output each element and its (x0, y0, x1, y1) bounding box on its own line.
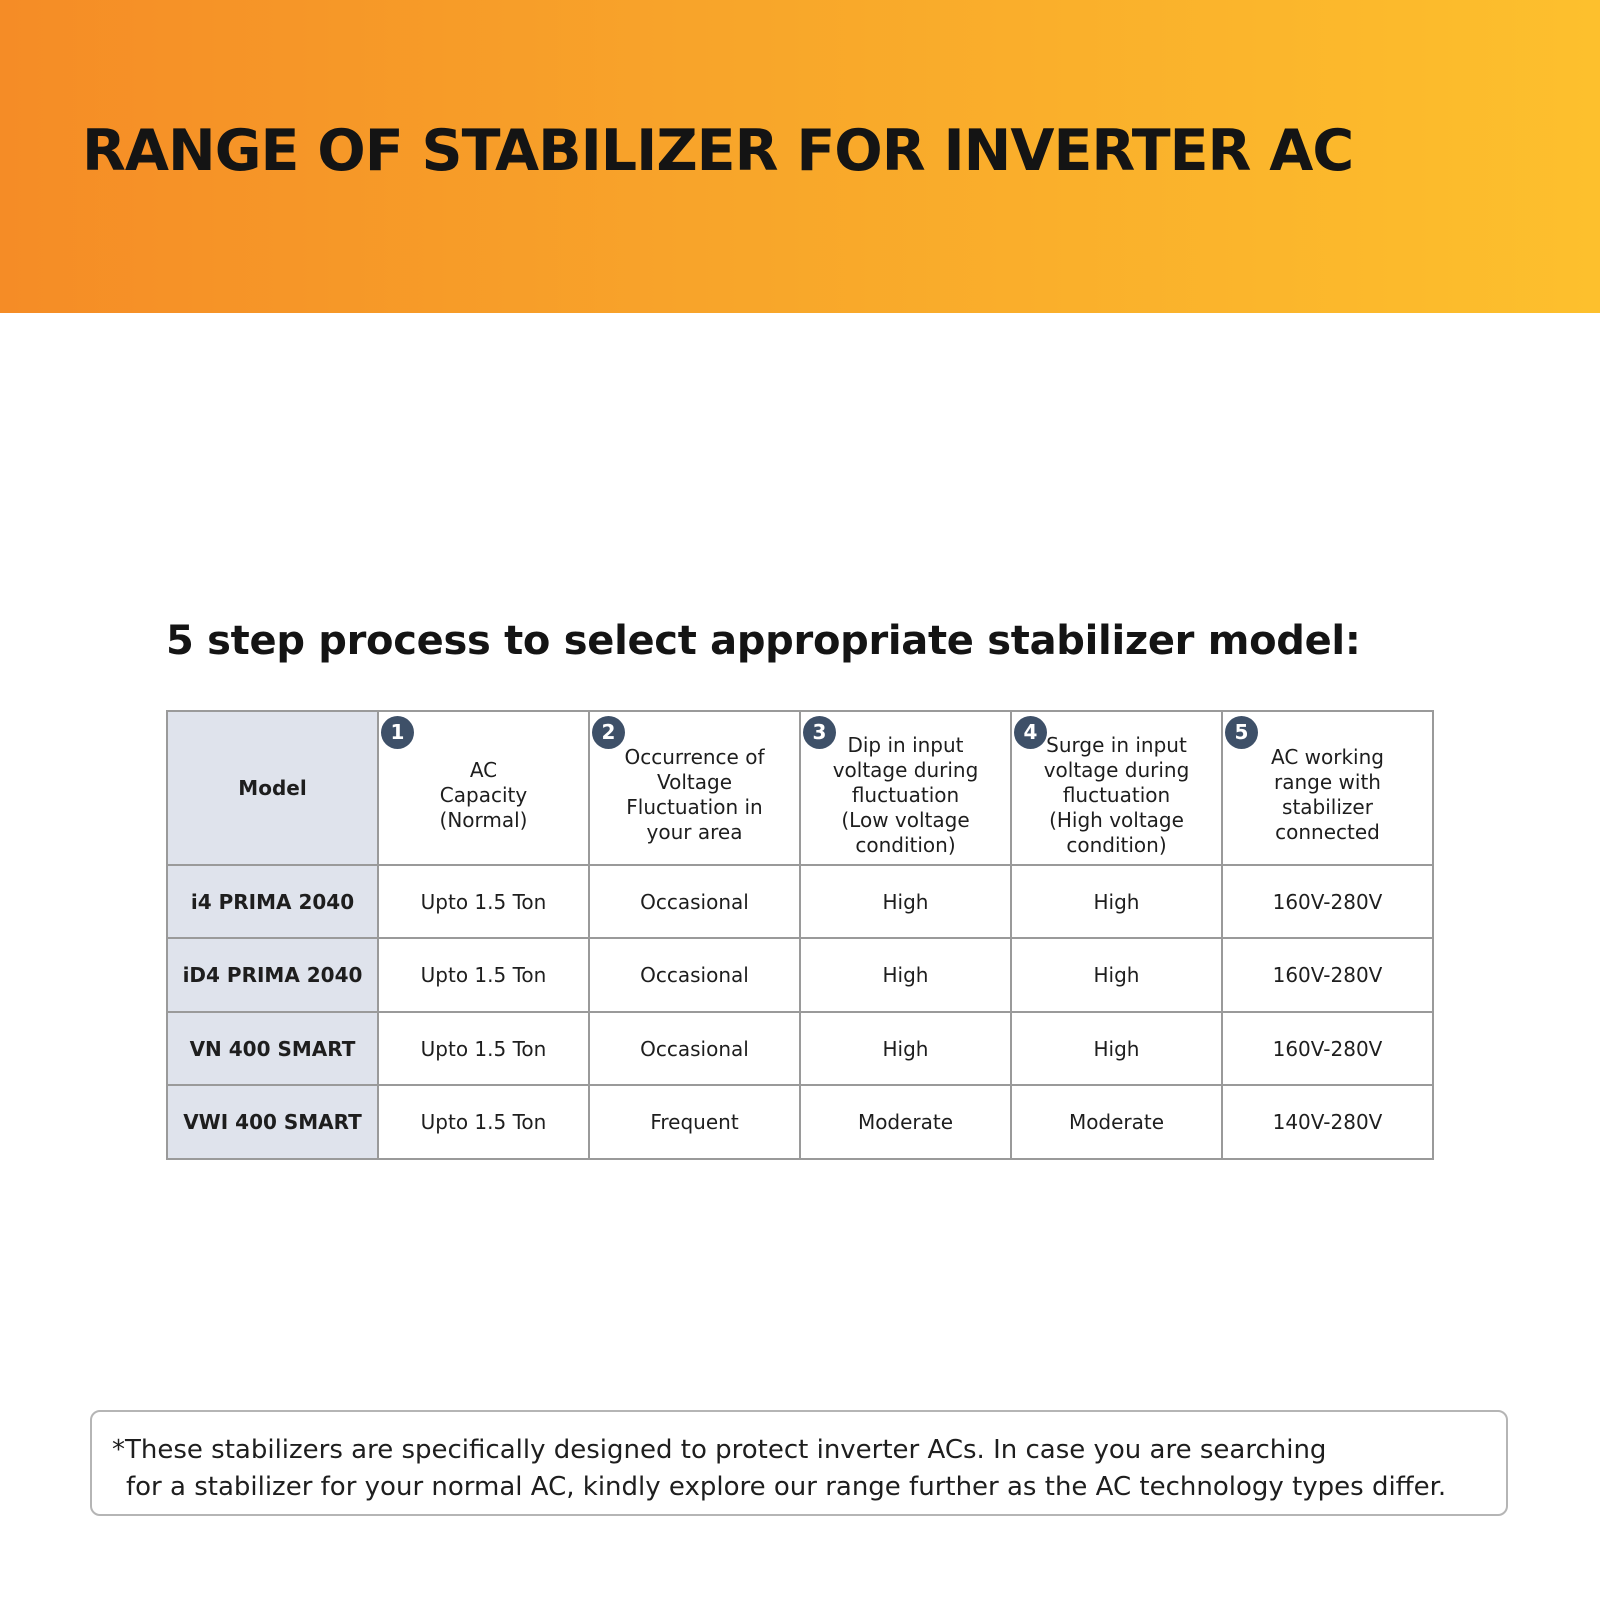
section-subtitle: 5 step process to select appropriate stabilizer model: (166, 618, 1361, 664)
range-cell: 160V-280V (1222, 938, 1433, 1012)
occurrence-cell: Occasional (589, 938, 800, 1012)
model-cell: VWI 400 SMART (167, 1085, 378, 1159)
dip-cell: High (800, 1012, 1011, 1085)
step-3-badge: 3 (803, 716, 836, 749)
model-column-header: Model (167, 711, 378, 865)
note-line-1: *These stabilizers are specifically designed to protect inverter ACs. In case you are searching (112, 1435, 1327, 1465)
model-cell: iD4 PRIMA 2040 (167, 938, 378, 1012)
model-cell: VN 400 SMART (167, 1012, 378, 1085)
stabilizer-selection-table (166, 710, 1434, 1160)
table-header-row (167, 711, 1433, 865)
surge-cell: Moderate (1011, 1085, 1222, 1159)
model-cell: i4 PRIMA 2040 (167, 865, 378, 938)
capacity-cell: Upto 1.5 Ton (378, 1085, 589, 1159)
step-1-header (378, 711, 589, 865)
range-cell: 140V-280V (1222, 1085, 1433, 1159)
page-title: RANGE OF STABILIZER FOR INVERTER AC (82, 118, 1354, 184)
step-4-header (1011, 711, 1222, 865)
step-1-label: AC Capacity (Normal) (439, 757, 528, 832)
note-line-2: for a stabilizer for your normal AC, kindly explore our range further as the AC technology types differ. (126, 1472, 1447, 1502)
step-2-badge: 2 (592, 716, 625, 749)
dip-cell: High (800, 938, 1011, 1012)
table-row (167, 1012, 1433, 1085)
surge-cell: High (1011, 938, 1222, 1012)
table-row (167, 865, 1433, 938)
surge-cell: High (1011, 865, 1222, 938)
step-1-badge: 1 (381, 716, 414, 749)
step-3-label: Dip in input voltage during fluctuation (Low voltage condition) (832, 732, 979, 857)
dip-cell: High (800, 865, 1011, 938)
dip-cell: Moderate (800, 1085, 1011, 1159)
table-row (167, 1085, 1433, 1159)
step-4-label: Surge in input voltage during fluctuation (High voltage condition) (1043, 732, 1190, 857)
range-cell: 160V-280V (1222, 1012, 1433, 1085)
step-5-header (1222, 711, 1433, 865)
capacity-cell: Upto 1.5 Ton (378, 865, 589, 938)
table-row (167, 938, 1433, 1012)
surge-cell: High (1011, 1012, 1222, 1085)
occurrence-cell: Occasional (589, 865, 800, 938)
step-5-badge: 5 (1225, 716, 1258, 749)
disclaimer-note (90, 1410, 1508, 1516)
step-2-label: Occurrence of Voltage Fluctuation in your area (624, 745, 765, 844)
header-banner (0, 0, 1600, 313)
capacity-cell: Upto 1.5 Ton (378, 1012, 589, 1085)
step-4-badge: 4 (1014, 716, 1047, 749)
step-5-label: AC working range with stabilizer connected (1271, 745, 1384, 844)
occurrence-cell: Frequent (589, 1085, 800, 1159)
capacity-cell: Upto 1.5 Ton (378, 938, 589, 1012)
step-2-header (589, 711, 800, 865)
range-cell: 160V-280V (1222, 865, 1433, 938)
occurrence-cell: Occasional (589, 1012, 800, 1085)
step-3-header (800, 711, 1011, 865)
